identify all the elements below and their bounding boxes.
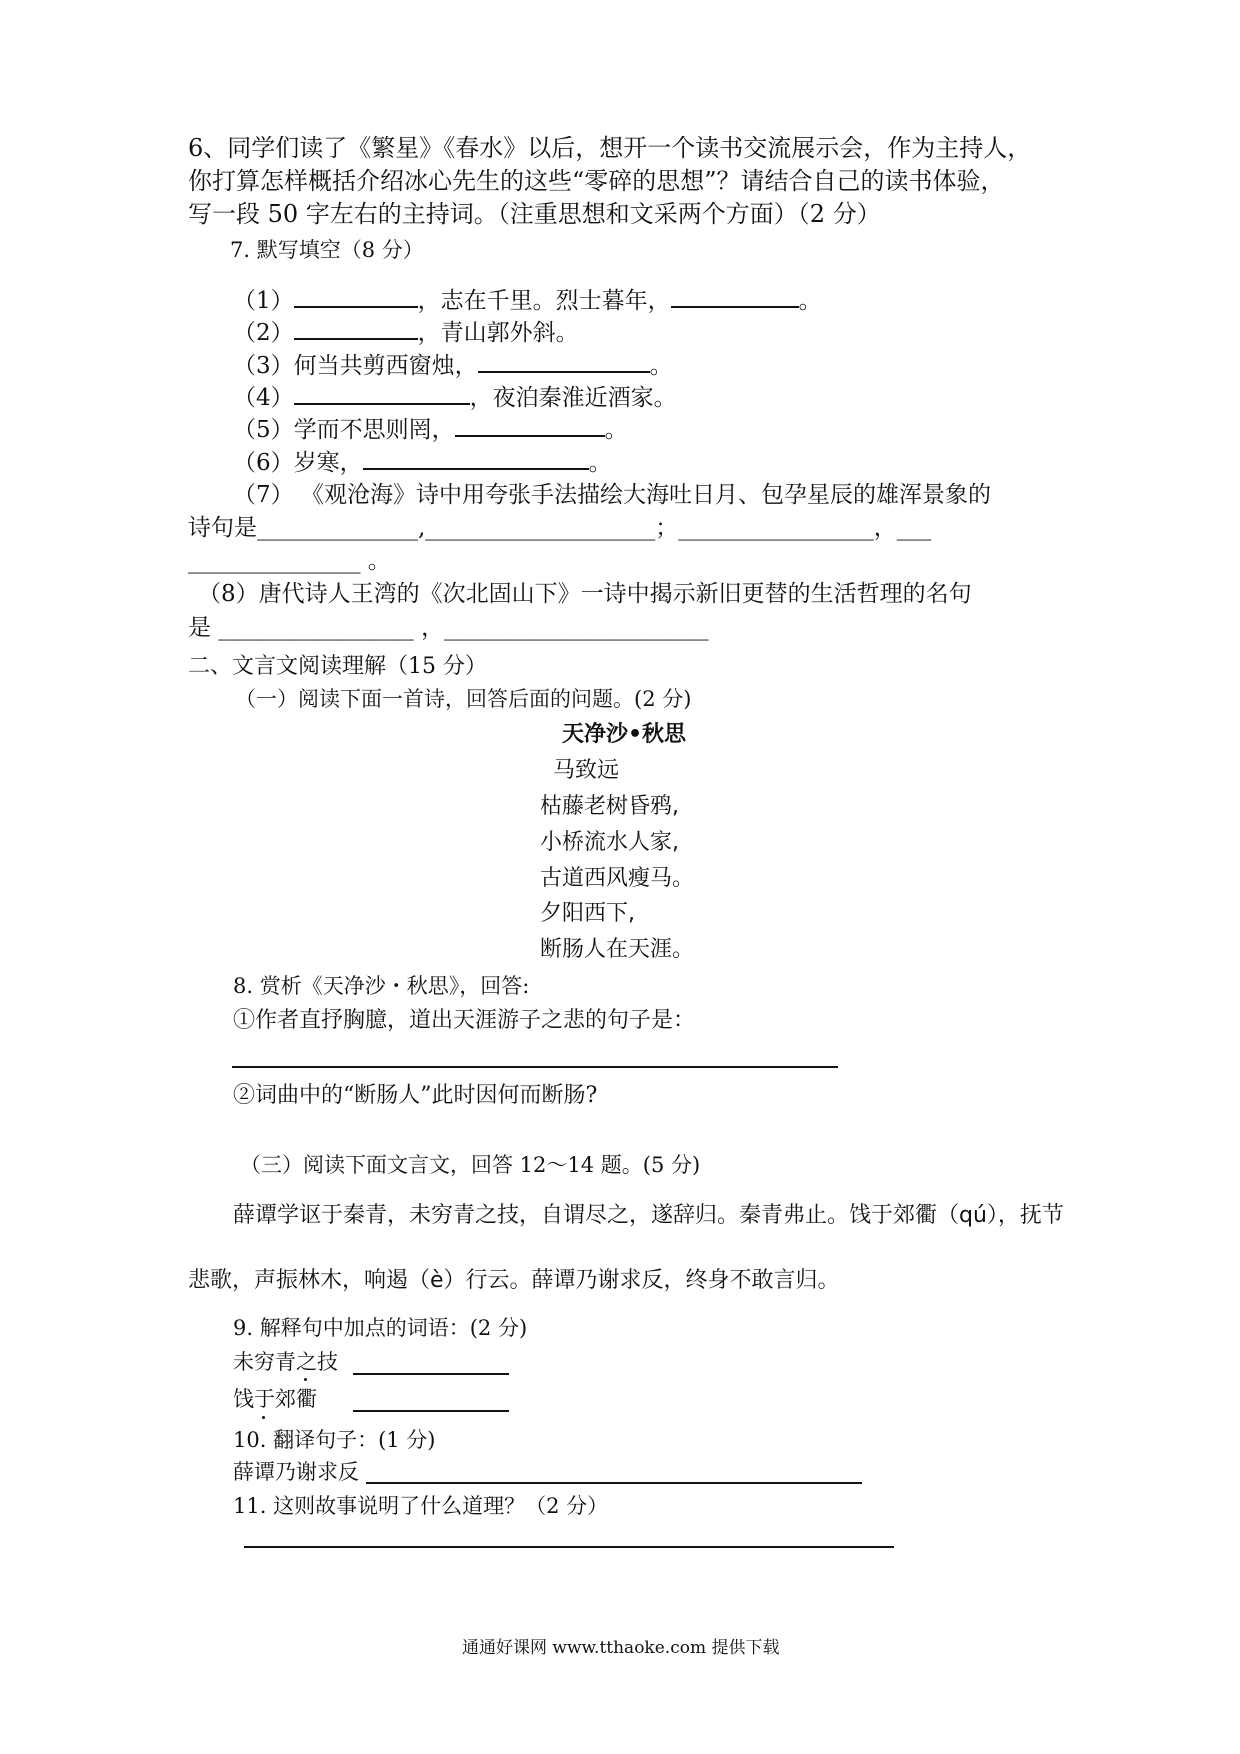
q7-item7-line2: 诗句是______________,____________________；_________________，___ <box>188 515 932 541</box>
q9-item1-blank[interactable] <box>353 1373 509 1375</box>
poem-title: 天净沙•秋思 <box>562 722 687 747</box>
q7-title: 7. 默写填空（8 分） <box>230 238 424 262</box>
part3-text-line1: 薛谭学讴于秦青，未穷青之技，自谓尽之，遂辞归。秦青弗止。饯于郊衢（qú），抚节 <box>233 1203 1064 1228</box>
part3-intro: （三）阅读下面文言文，回答 12～14 题。(5 分) <box>240 1153 701 1177</box>
q11-answer-line[interactable] <box>244 1546 894 1548</box>
q7-item7-line1: （7） 《观沧海》诗中用夸张手法描绘大海吐日月、包孕星辰的雄浑景象的 <box>233 482 991 508</box>
q9-item2: 饯于郊衢 <box>233 1387 317 1411</box>
q7-item5 <box>233 417 628 442</box>
poem-line: 夕阳西下, <box>540 901 635 926</box>
q7-item2-blank[interactable] <box>294 320 418 340</box>
q7-item8-line1: （8）唐代诗人王湾的《次北固山下》一诗中揭示新旧更替的生活哲理的名句 <box>198 581 972 607</box>
q7-item1-blank-b[interactable] <box>671 288 799 308</box>
q7-item6-blank[interactable] <box>363 450 589 470</box>
q7-item6-label: （6）岁寒， <box>233 450 363 476</box>
section2-title: 二、文言文阅读理解（15 分） <box>188 654 487 679</box>
q7-item3 <box>233 353 673 378</box>
q9-item2-blank[interactable] <box>353 1410 509 1412</box>
section2-part1-intro: （一）阅读下面一首诗，回答后面的问题。(2 分) <box>235 687 692 711</box>
part3-text-line2: 悲歌，声振林木，响遏（è）行云。薛谭乃谢求反，终身不敢言归。 <box>188 1268 840 1293</box>
poem-line: 枯藤老树昏鸦, <box>540 794 679 819</box>
poem-line: 小桥流水人家, <box>540 830 679 855</box>
q7-item4 <box>233 385 677 410</box>
emphasis-dot <box>304 1378 307 1381</box>
poem-line: 古道西风瘦马。 <box>540 866 695 891</box>
q6-line2: 你打算怎样概括介绍冰心先生的这些“零碎的思想”？请结合自己的读书体验， <box>188 167 1005 195</box>
q7-item5-blank[interactable] <box>455 417 605 437</box>
q7-item1-mid: ，志在千里。烈士暮年， <box>417 288 671 314</box>
q7-item1 <box>233 288 822 313</box>
q10-item: 薛谭乃谢求反 <box>233 1460 359 1484</box>
q7-item3-end: 。 <box>649 353 673 379</box>
q7-item4-label: （4） <box>233 385 294 411</box>
q7-item2-label: （2） <box>233 320 294 346</box>
q6-line3: 写一段 50 字左右的主持词。（注重思想和文采两个方面）（2 分） <box>188 200 881 228</box>
q7-item6 <box>233 450 612 475</box>
q10-title: 10. 翻译句子：(1 分) <box>233 1428 436 1452</box>
q7-item1-end: 。 <box>798 288 822 314</box>
q7-item7-line3: _______________ 。 <box>188 548 391 574</box>
q11-title: 11. 这则故事说明了什么道理？（2 分） <box>233 1494 609 1518</box>
q7-item4-end: ，夜泊秦淮近酒家。 <box>469 385 677 411</box>
page-footer: 通通好课网 www.tthaoke.com 提供下载 <box>462 1638 780 1658</box>
q7-item5-end: 。 <box>604 417 628 443</box>
q7-item6-end: 。 <box>588 450 612 476</box>
q7-item3-label: （3）何当共剪西窗烛， <box>233 353 478 379</box>
q8-title: 8. 赏析《天净沙・秋思》，回答: <box>233 974 530 998</box>
q7-item1-label: （1） <box>233 288 294 314</box>
q7-item1-blank-a[interactable] <box>294 288 418 308</box>
q10-answer-line[interactable] <box>366 1482 862 1484</box>
q7-item8-line2: 是 _________________ ，_______________________ <box>188 615 709 641</box>
emphasis-dot <box>262 1416 265 1419</box>
q9-title: 9. 解释句中加点的词语：(2 分) <box>233 1316 528 1340</box>
q9-item1: 未穷青之技 <box>233 1350 338 1374</box>
poem-author: 马致远 <box>553 758 620 783</box>
q8-sub2: ②词曲中的“断肠人”此时因何而断肠? <box>233 1083 598 1108</box>
q6-line1: 6、同学们读了《繁星》《春水》以后，想开一个读书交流展示会，作为主持人， <box>188 134 1032 162</box>
q7-item4-blank[interactable] <box>294 385 470 405</box>
q7-item2-end: ，青山郭外斜。 <box>417 320 579 346</box>
q7-item3-blank[interactable] <box>478 353 650 373</box>
q8-sub1: ①作者直抒胸臆，道出天涯游子之悲的句子是： <box>233 1008 696 1033</box>
poem-line: 断肠人在天涯。 <box>540 937 695 962</box>
q7-item5-label: （5）学而不思则罔， <box>233 417 455 443</box>
q8-answer-line[interactable] <box>232 1066 838 1068</box>
q7-item2 <box>233 320 579 345</box>
